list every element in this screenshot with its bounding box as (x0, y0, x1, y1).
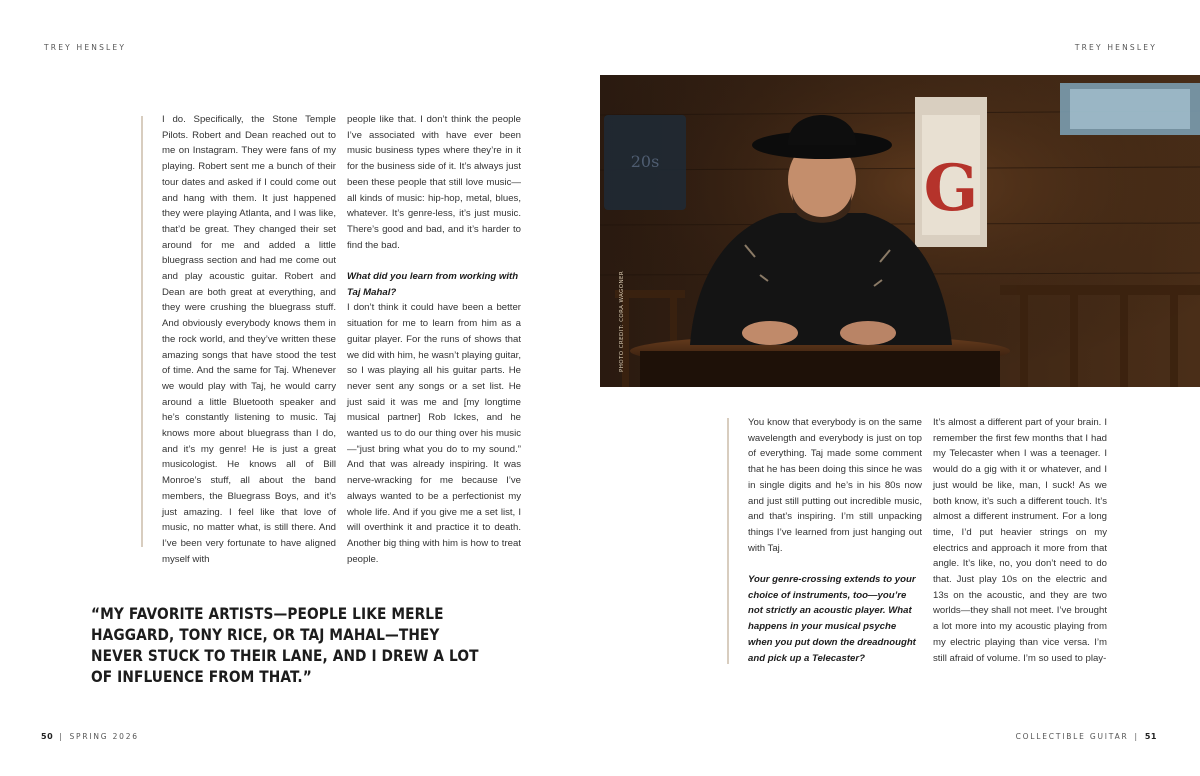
body-paragraph: I don’t think it could have been a better situation for me to learn from him as a guitar player. For the runs of shows that we did with him, he wasn’t playing guitar, so I was playing all his guitar parts. He never sent any songs or a set list. He just said it was me and [my longtime musical partner] Rob Ickes, and he wanted us to do our thing over his music—“just bring what you do to my sound.” And that was already inspiring. It was nerve-wracking for me because I’ve always wanted to be a perfectionist my whole life. And if you give me a set list, I will overthink it and practice it to death. Another big thing with him is how to treat people. (347, 302, 521, 565)
folio-right (1016, 732, 1157, 741)
svg-text:20s: 20s (630, 152, 660, 171)
running-head-left: TREY HENSLEY (44, 43, 127, 52)
column-rule-left (141, 116, 143, 547)
folio-separator: | (59, 732, 64, 741)
publication-label: COLLECTIBLE GUITAR (1015, 732, 1129, 741)
folio-separator: | (1134, 732, 1139, 741)
interview-question: Your genre-crossing extends to your choice of instruments, too—you’re not strictly an acoustic player. What happens in your musical psyche when you put down the dreadnought and pick up a Telecaster? (748, 574, 916, 664)
page-number: 50 (41, 732, 54, 741)
body-paragraph: You know that everybody is on the same wavelength and everybody is just on top of everything. Taj made some comment that he has been doing this since he was in single digits and he’s in his 80s now and just still putting out incredible music, and that’s inspiring. I’m still unpacking things I’ve learned from just hanging out with Taj. (748, 417, 922, 554)
bar-interior-illustration (600, 75, 1200, 387)
interview-question: What did you learn from working with Taj Mahal? (347, 271, 519, 298)
body-paragraph: people like that. I don’t think the people I’ve associated with have ever been music business types where they’re in it for the business side of it. It’s always just been these people that still love music—all kinds of music: hip-hop, metal, blues, whatever. It’s genre-less, it’s just music. There’s good and bad, and it’s harder to find the bad. (347, 114, 521, 251)
article-column-2 (347, 112, 521, 567)
article-column-1 (162, 112, 336, 567)
photo-credit: PHOTO CREDIT: CORA WAGONER (619, 270, 625, 372)
running-head-right: TREY HENSLEY (1074, 43, 1157, 52)
article-column-3 (748, 415, 922, 666)
issue-label: SPRING 2026 (69, 732, 139, 741)
portrait-photo (600, 75, 1200, 387)
column-rule-right (727, 418, 729, 664)
folio-left (41, 732, 139, 741)
body-paragraph: I do. Specifically, the Stone Temple Pilots. Robert and Dean reached out to me on Instagram. They were fans of my playing. Robert sent me a bunch of their tour dates and asked if I could come out and hang with them. It just happened they were playing Atlanta, and I was like, that’d be great. They changed their set around for me and added a little bluegrass section and had me come out and play acoustic guitar. Robert and Dean are both great at everything, and they were crushing the bluegrass stuff. And obviously everybody knows them in the rock world, and they’ve written these amazing songs that have stood the test of time. And the same for Taj. Whenever we would play with Taj, he would carry around a little Bluetooth speaker and he’s constantly listening to music. Taj knows more about bluegrass than I do, and it’s my genre! He is just a great musicologist. He knows all of Bill Monroe’s stuff, all about the band members, the Bluegrass Boys, and it’s just amazing. I feel like that love of music, no matter what, is still there. And I’ve been very fortunate to have aligned myself with (162, 114, 336, 565)
body-paragraph: It’s almost a different part of your brain. I remember the first few months that I had my Telecaster when I was a teenager. I would do a gig with it or whatever, and I just would be like, man, I suck! As we both know, it’s such a different touch. It’s almost a different instrument. For a long time, I’d put heavier strings on my electrics and approach it more from that angle. It’s like, no, you don’t need to do that. Just play 10s on the electric and 13s on the acoustic, and they are two worlds—they shall not meet. I’ve brought a lot more into my acoustic playing from my electric playing than vice versa. I’m still afraid of volume. I’m so used to play- (933, 417, 1107, 664)
pull-quote: “MY FAVORITE ARTISTS—PEOPLE LIKE MERLE HAGGARD, TONY RICE, OR TAJ MAHAL—THEY NEVER STUCK TO THEIR LANE, AND I DREW A LOT OF INFLUENCE FROM THAT.” (91, 604, 479, 686)
svg-text:G: G (923, 151, 979, 226)
article-column-4 (933, 415, 1107, 666)
page-number: 51 (1144, 732, 1157, 741)
